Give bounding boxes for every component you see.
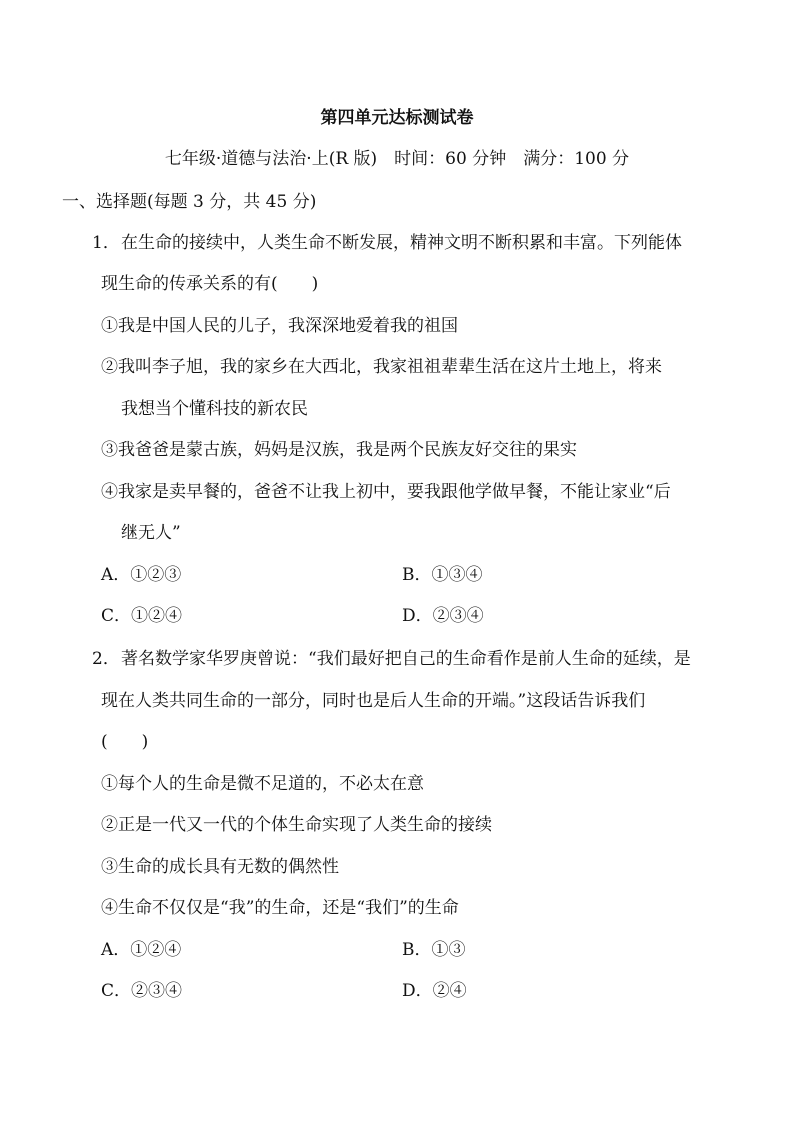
choice-c[interactable]: C．②③④	[101, 981, 183, 1001]
statement-item: ③我爸爸是蒙古族，妈妈是汉族，我是两个民族友好交往的果实	[101, 440, 577, 460]
choice-d[interactable]: D．②④	[402, 981, 467, 1001]
statement-item: ①每个人的生命是微不足道的，不必太在意	[101, 774, 424, 794]
statement-item: ②正是一代又一代的个体生命实现了人类生命的接续	[101, 815, 492, 835]
statement-item: ①我是中国人民的儿子，我深深地爱着我的祖国	[101, 316, 458, 336]
question-stem-line: 现在人类共同生命的一部分，同时也是后人生命的开端。”这段话告诉我们	[101, 691, 646, 711]
choice-d[interactable]: D．②③④	[402, 606, 484, 626]
statement-item: ④我家是卖早餐的，爸爸不让我上初中，要我跟他学做早餐，不能让家业“后	[101, 482, 671, 502]
exam-subtitle: 七年级·道德与法治·上(R 版) 时间：60 分钟 满分：100 分	[164, 149, 630, 169]
question-number: 1．	[92, 233, 120, 253]
section-heading: 一、选择题(每题 3 分，共 45 分)	[62, 192, 317, 212]
statement-item: ③生命的成长具有无数的偶然性	[101, 857, 339, 877]
question-stem-line: 在生命的接续中，人类生命不断发展，精神文明不断积累和丰富。下列能体	[121, 233, 682, 253]
exam-title: 第四单元达标测试卷	[320, 108, 474, 128]
choice-b[interactable]: B．①③	[402, 940, 466, 960]
answer-blank[interactable]: ( )	[101, 732, 149, 752]
choice-c[interactable]: C．①②④	[101, 606, 183, 626]
statement-item-continued: 继无人”	[121, 523, 181, 543]
question-stem-line: 著名数学家华罗庚曾说：“我们最好把自己的生命看作是前人生命的延续，是	[121, 649, 691, 669]
statement-item-continued: 我想当个懂科技的新农民	[121, 399, 308, 419]
choice-a[interactable]: A．①②④	[101, 940, 182, 960]
question-number: 2．	[92, 649, 120, 669]
statement-item: ④生命不仅仅是“我”的生命，还是“我们”的生命	[101, 898, 459, 918]
choice-b[interactable]: B．①③④	[402, 565, 483, 585]
question-stem-line: 现生命的传承关系的有( )	[101, 274, 319, 294]
choice-a[interactable]: A．①②③	[101, 565, 182, 585]
statement-item: ②我叫李子旭，我的家乡在大西北，我家祖祖辈辈生活在这片土地上，将来	[101, 357, 662, 377]
